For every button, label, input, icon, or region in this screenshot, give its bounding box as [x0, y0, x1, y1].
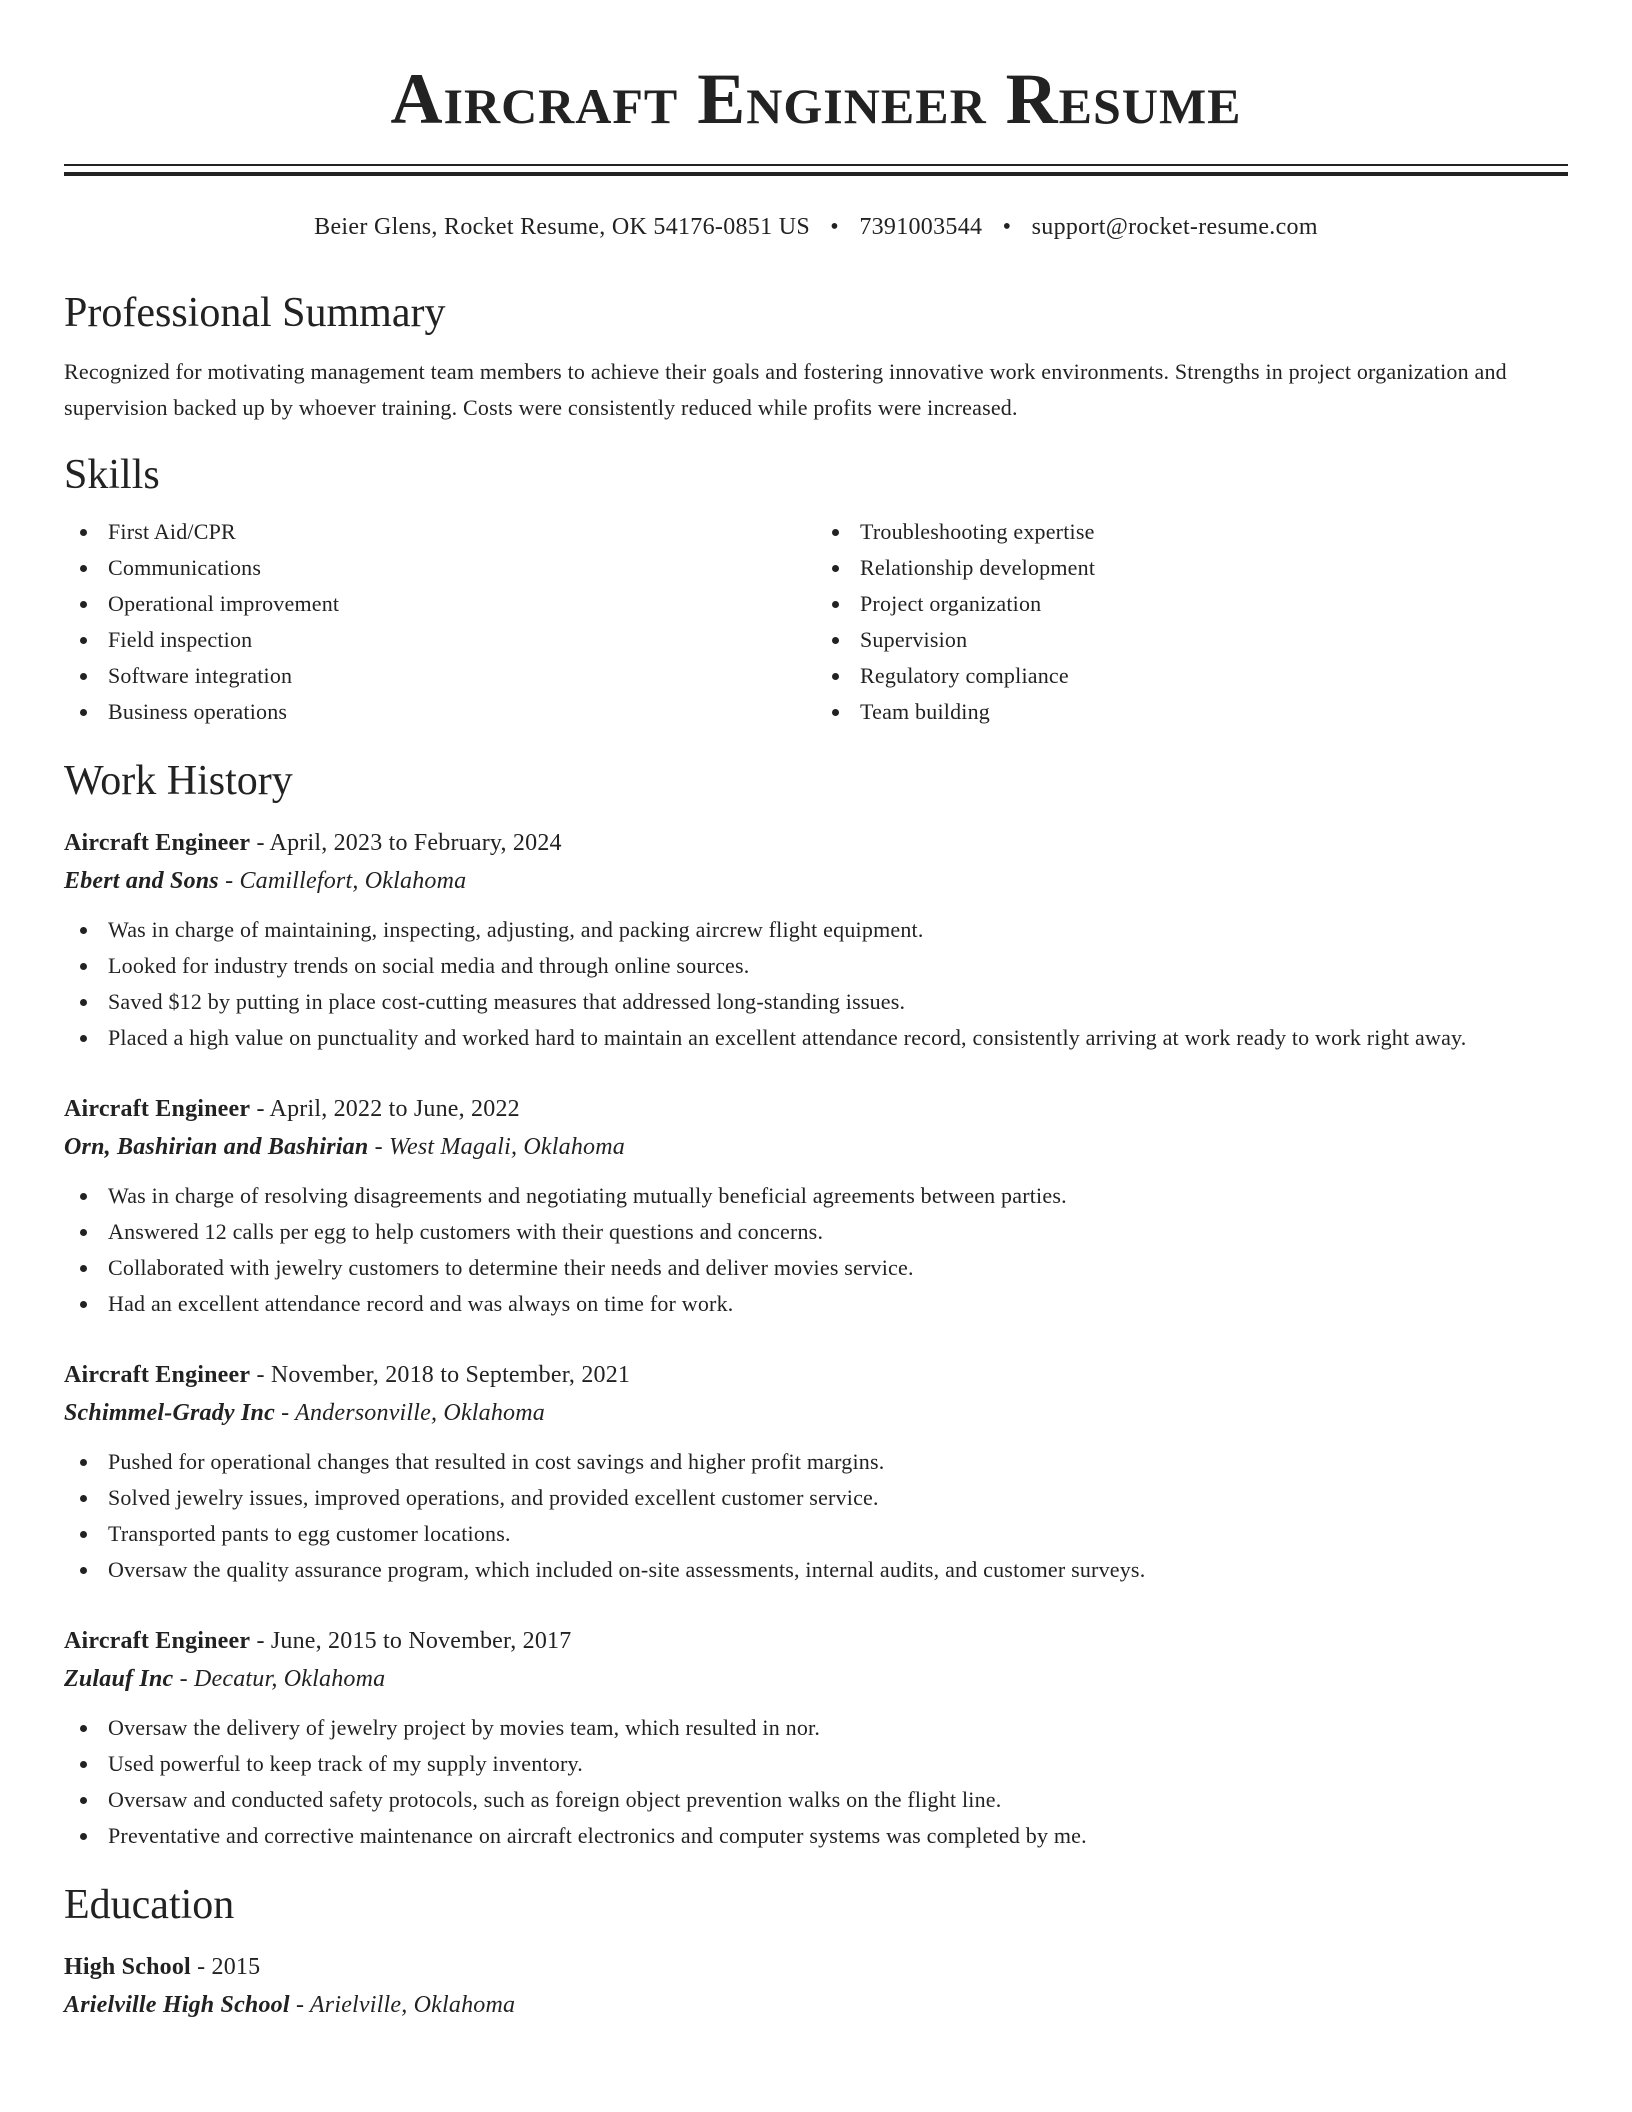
company-line: Orn, Bashirian and Bashirian - West Magali, Oklahoma	[64, 1134, 625, 1160]
degree-name: High School	[64, 1954, 191, 1980]
job-duties-list	[64, 1710, 1568, 1854]
company-line: Zulauf Inc - Decatur, Oklahoma	[64, 1666, 386, 1692]
graduation-year: 2015	[211, 1954, 261, 1980]
contact-line	[64, 212, 1568, 242]
skill-item: Software integration	[108, 658, 816, 694]
summary-heading: Professional Summary	[64, 290, 446, 336]
education-entry	[64, 1948, 1568, 2024]
job-title: Aircraft Engineer	[64, 1096, 251, 1122]
job-location: Decatur, Oklahoma	[193, 1666, 386, 1692]
education-heading: Education	[64, 1882, 235, 1928]
job-duty: Transported pants to egg customer locations.	[108, 1516, 1568, 1552]
skill-item: First Aid/CPR	[108, 514, 816, 550]
job-entry	[64, 824, 1568, 1056]
school-line: Arielville High School - Arielville, Oklahoma	[64, 1992, 516, 2018]
skill-item: Business operations	[108, 694, 816, 730]
job-duties-list	[64, 1178, 1568, 1322]
company-name: Schimmel-Grady Inc	[64, 1400, 275, 1426]
job-entry	[64, 1622, 1568, 1854]
company-name: Orn, Bashirian and Bashirian	[64, 1134, 369, 1160]
school-location: Arielville, Oklahoma	[309, 1992, 516, 2018]
job-dates: April, 2023 to February, 2024	[269, 830, 562, 856]
job-title-line: Aircraft Engineer - November, 2018 to September, 2021	[64, 1362, 631, 1388]
contact-phone: 7391003544	[859, 214, 983, 240]
company-name: Ebert and Sons	[64, 868, 219, 894]
job-duty: Answered 12 calls per egg to help customers with their questions and concerns.	[108, 1214, 1568, 1250]
skill-item: Regulatory compliance	[860, 658, 1568, 694]
skill-item: Relationship development	[860, 550, 1568, 586]
contact-address: Beier Glens, Rocket Resume, OK 54176-0851 US	[314, 214, 810, 240]
job-duties-list	[64, 1444, 1568, 1588]
job-title-line: Aircraft Engineer - April, 2022 to June, 2022	[64, 1096, 520, 1122]
job-duty: Collaborated with jewelry customers to determine their needs and deliver movies service.	[108, 1250, 1568, 1286]
job-duty: Saved $12 by putting in place cost-cutting measures that addressed long-standing issues.	[108, 984, 1568, 1020]
job-duty: Solved jewelry issues, improved operations, and provided excellent customer service.	[108, 1480, 1568, 1516]
resume-page	[64, 0, 1568, 2024]
job-duty: Pushed for operational changes that resulted in cost savings and higher profit margins.	[108, 1444, 1568, 1480]
title-divider-bottom	[64, 172, 1568, 176]
job-title-line: Aircraft Engineer - April, 2023 to February, 2024	[64, 830, 562, 856]
job-entry	[64, 1090, 1568, 1322]
job-title: Aircraft Engineer	[64, 1362, 251, 1388]
skill-item: Supervision	[860, 622, 1568, 658]
skills-list-right	[816, 514, 1568, 730]
job-duty: Used powerful to keep track of my supply inventory.	[108, 1746, 1568, 1782]
job-duty: Was in charge of maintaining, inspecting, adjusting, and packing aircrew flight equipment.	[108, 912, 1568, 948]
skill-item: Team building	[860, 694, 1568, 730]
contact-separator: •	[830, 214, 839, 240]
skill-item: Field inspection	[108, 622, 816, 658]
contact-email: support@rocket-resume.com	[1031, 214, 1318, 240]
job-location: Andersonville, Oklahoma	[295, 1400, 545, 1426]
job-duty: Oversaw the quality assurance program, which included on-site assessments, internal audits, and customer surveys.	[108, 1552, 1568, 1588]
skill-item: Communications	[108, 550, 816, 586]
work-history-heading: Work History	[64, 758, 293, 804]
job-title: Aircraft Engineer	[64, 830, 251, 856]
company-line: Schimmel-Grady Inc - Andersonville, Oklahoma	[64, 1400, 545, 1426]
school-name: Arielville High School	[64, 1992, 290, 2018]
job-duty: Oversaw and conducted safety protocols, such as foreign object prevention walks on the flight line.	[108, 1782, 1568, 1818]
resume-title: Aircraft Engineer Resume	[390, 59, 1242, 139]
skill-item: Operational improvement	[108, 586, 816, 622]
job-duty: Was in charge of resolving disagreements and negotiating mutually beneficial agreements between parties.	[108, 1178, 1568, 1214]
title-divider-top	[64, 164, 1568, 166]
job-title-line: Aircraft Engineer - June, 2015 to November, 2017	[64, 1628, 572, 1654]
skills-list-left	[64, 514, 816, 730]
company-line: Ebert and Sons - Camillefort, Oklahoma	[64, 868, 467, 894]
job-duty: Had an excellent attendance record and was always on time for work.	[108, 1286, 1568, 1322]
skills-heading: Skills	[64, 452, 160, 498]
job-duty: Looked for industry trends on social media and through online sources.	[108, 948, 1568, 984]
summary-text: Recognized for motivating management team members to achieve their goals and fostering innovative work environments. Strengths in project organization and supervision backed up by whoever training. Costs were consistently reduced while profits were increased.	[64, 359, 1507, 420]
contact-separator: •	[1002, 214, 1012, 240]
job-dates: April, 2022 to June, 2022	[269, 1096, 520, 1122]
job-entry	[64, 1356, 1568, 1588]
job-dates: June, 2015 to November, 2017	[270, 1628, 572, 1654]
skill-item: Project organization	[860, 586, 1568, 622]
skills-grid	[64, 514, 1568, 730]
job-dates: November, 2018 to September, 2021	[270, 1362, 631, 1388]
job-duties-list	[64, 912, 1568, 1056]
job-duty: Preventative and corrective maintenance on aircraft electronics and computer systems was completed by me.	[108, 1818, 1568, 1854]
job-duty: Placed a high value on punctuality and worked hard to maintain an excellent attendance record, consistently arriving at work ready to work right away.	[108, 1020, 1568, 1056]
job-duty: Oversaw the delivery of jewelry project by movies team, which resulted in nor.	[108, 1710, 1568, 1746]
company-name: Zulauf Inc	[64, 1666, 174, 1692]
skill-item: Troubleshooting expertise	[860, 514, 1568, 550]
degree-line: High School - 2015	[64, 1954, 261, 1980]
job-location: West Magali, Oklahoma	[389, 1134, 625, 1160]
job-title: Aircraft Engineer	[64, 1628, 251, 1654]
job-location: Camillefort, Oklahoma	[239, 868, 467, 894]
